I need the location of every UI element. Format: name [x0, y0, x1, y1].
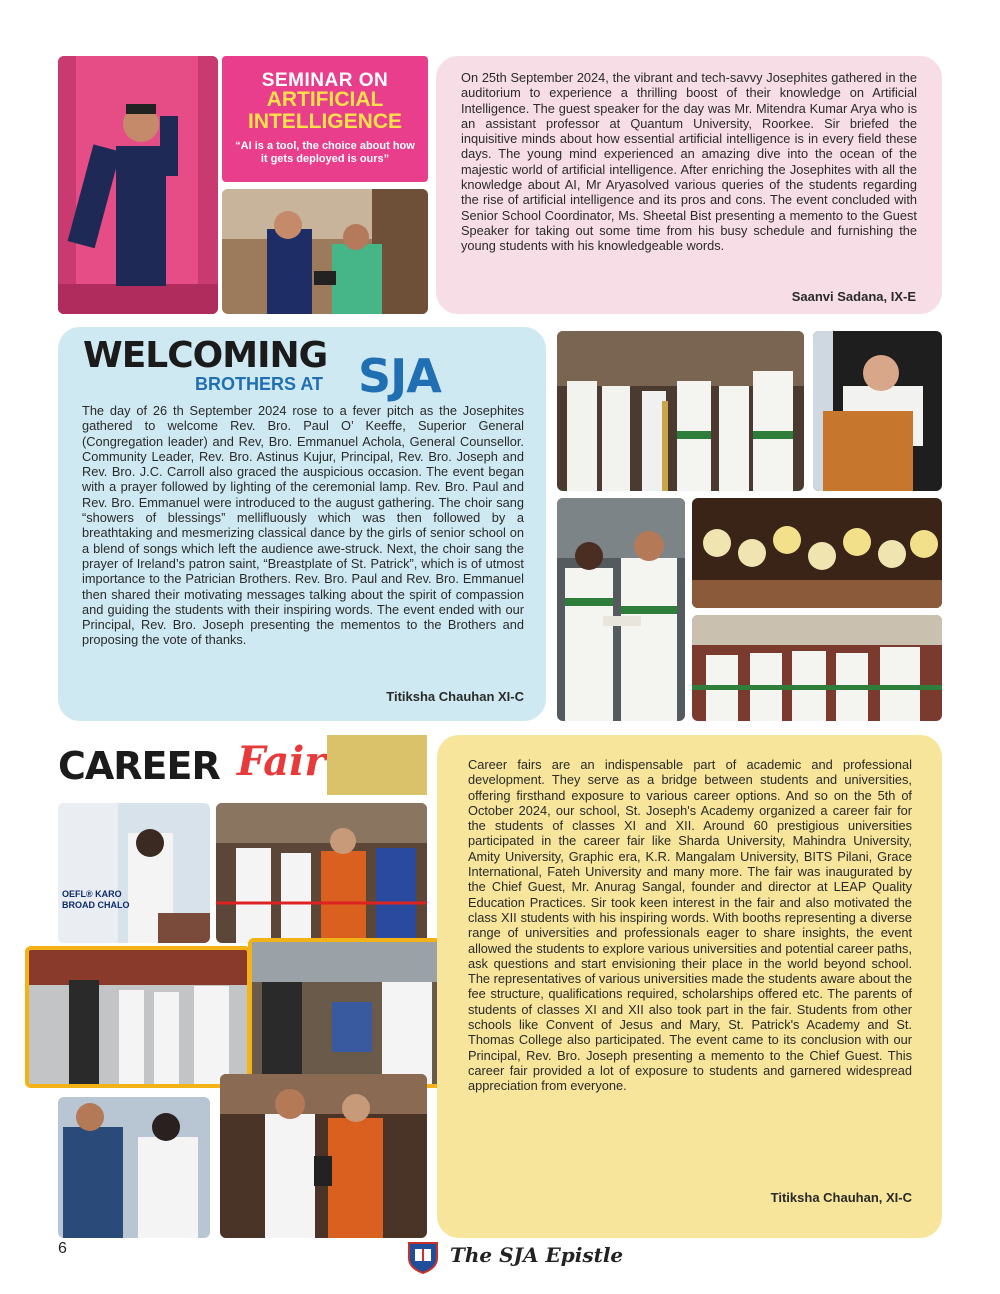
seminar-title-line1: SEMINAR ON: [261, 70, 389, 91]
career-booth-photo-2: [25, 946, 251, 1088]
career-title-word1: CAREER: [58, 744, 220, 788]
career-author: Titiksha Chauhan, XI-C: [770, 1190, 912, 1205]
school-crest-icon: [405, 1240, 441, 1274]
brothers-group-photo: [692, 615, 942, 721]
seminar-memento-photo: [222, 189, 428, 314]
seminar-title-line2: ARTIFICIAL INTELLIGENCE: [247, 88, 402, 133]
welcoming-title-word1: WELCOMING: [83, 335, 328, 376]
magazine-title: The SJA Epistle: [450, 1243, 624, 1267]
career-title-word2: Fair: [237, 738, 326, 785]
brother-speech-photo: [813, 331, 942, 491]
welcoming-title-word3: SJA: [358, 349, 441, 403]
seminar-speaker-photo: [58, 56, 218, 314]
memento-presentation-photo: [557, 498, 685, 721]
welcoming-title-word2: BROTHERS AT: [195, 374, 323, 394]
career-booth-photo-1: [58, 803, 210, 943]
page-number: 6: [58, 1240, 67, 1257]
career-student-photo: [58, 1097, 210, 1238]
career-memento-photo: [220, 1074, 427, 1238]
career-booth-photo-3: [248, 938, 450, 1088]
career-inauguration-photo: [216, 803, 427, 943]
lamp-lighting-photo: [557, 331, 804, 491]
seminar-article-text: On 25th September 2024, the vibrant and tech-savvy Josephites gathered in the auditorium to experience a thrilling boost of their knowledge on Artificial Intelligence. The guest speaker for the day was Mr. Mitendra Kumar Arya who is an assistant professor at Quantum University, Roorkee. Sir briefed the inquisitive minds about how essential artificial intelligence is in every field these days. The young mind experienced an amazing dive into the ocean of the majestic world of artificial intelligence. After enriching the Josephites with all the knowledge about AI, Mr Aryasolved various queries of the students regarding the rise of artificial intelligence and its pros and cons. The event concluded with Senior School Coordinator, Ms. Sheetal Bist presenting a memento to the Guest Speaker for taking out some time from his busy schedule and furnishing the young students with his knowledgeable words.: [461, 70, 917, 254]
seminar-author: Saanvi Sadana, IX-E: [791, 289, 916, 304]
seminar-title-banner: [222, 56, 428, 182]
career-article-text: Career fairs are an indispensable part of academic and professional development. They serve as a bridge between students and universities, offering firsthand exposure to various career options. And so on the 5th of October 2024, our school, St. Joseph's Academy organized a career fair for the students of classes XI and XII. Around 60 prestigious universities participated in the career fair like Sharda University, Mahindra University, Amity University, Graphic era, K.R. Mangalam University, BITS Pilani, Grace International, Fateh University and many more. The fair was inaugurated by the Chief Guest, Mr. Anurag Sangal, founder and director at LEAP Quality Education Practices. Sir took keen interest in the fair and also motivated the class XII students with his inspiring words. With booths representing a diverse range of universities and professionals eager to share insights, the event allowed the students to explore various universities and potential career paths, ask questions and start envisioning their place in the world beyond school. The representatives of various universities made the students aware about the fee structure, qualifications required, scholarships offered etc. The parents of students of classes XI and XII also took part in the fair. Students from other schools like Convent of Jesus and Mary, St. Patrick's Academy and St. Thomas College also participated. The event came to its conclusion with our Principal, Rev. Bro. Joseph presenting a memento to the Chief Guest. This career fair provided a lot of exposure to students and garnered widespread appreciation from everyone.: [468, 757, 912, 1094]
career-title-accent-block: [327, 735, 427, 795]
classical-dance-photo: [692, 498, 942, 608]
welcoming-article-box: [58, 327, 546, 721]
seminar-article-box: [436, 56, 942, 314]
career-article-box: [437, 735, 942, 1238]
welcoming-article-text: The day of 26 th September 2024 rose to a fever pitch as the Josephites gathered to welcome Rev. Bro. Paul O’ Keeffe, Superior General (Congregation leader) and Rev, Bro. Emmanuel Achola, General Counsellor. Community Leader, Rev. Bro. Astinus Kujur, Principal, Rev. Bro. Joseph and Rev. Bro. J.C. Carroll also graced the auspicious occasion. The event began with a prayer followed by lighting of the ceremonial lamp. Rev. Bro. Paul and Rev. Bro. Emmanuel were introduced to the august gathering. The choir sang “showers of blessings” mellifluously which was then followed by a breathtaking and mesmerizing classical dance by the girls of senior school on a blend of songs which left the audience awe-struck. Next, the choir sang the prayer of Ireland’s patron saint, “Breastplate of St. Patrick”, which is of utmost importance to the Patrician Brothers. Rev. Bro. Paul and Rev. Bro. Emmanuel then shared their motivating messages talking about the spirit of compassion and guiding the students with their inspiring words. The event ended with our Principal, Rev. Bro. Joseph presenting the mementos to the Brothers and proposing the vote of thanks.: [82, 403, 524, 648]
seminar-quote: “AI is a tool, the choice about how it gets deployed is ours”: [235, 140, 415, 165]
career-poster-text: OEFL® KARO BROAD CHALO: [62, 889, 130, 910]
welcoming-author: Titiksha Chauhan XI-C: [386, 689, 524, 704]
